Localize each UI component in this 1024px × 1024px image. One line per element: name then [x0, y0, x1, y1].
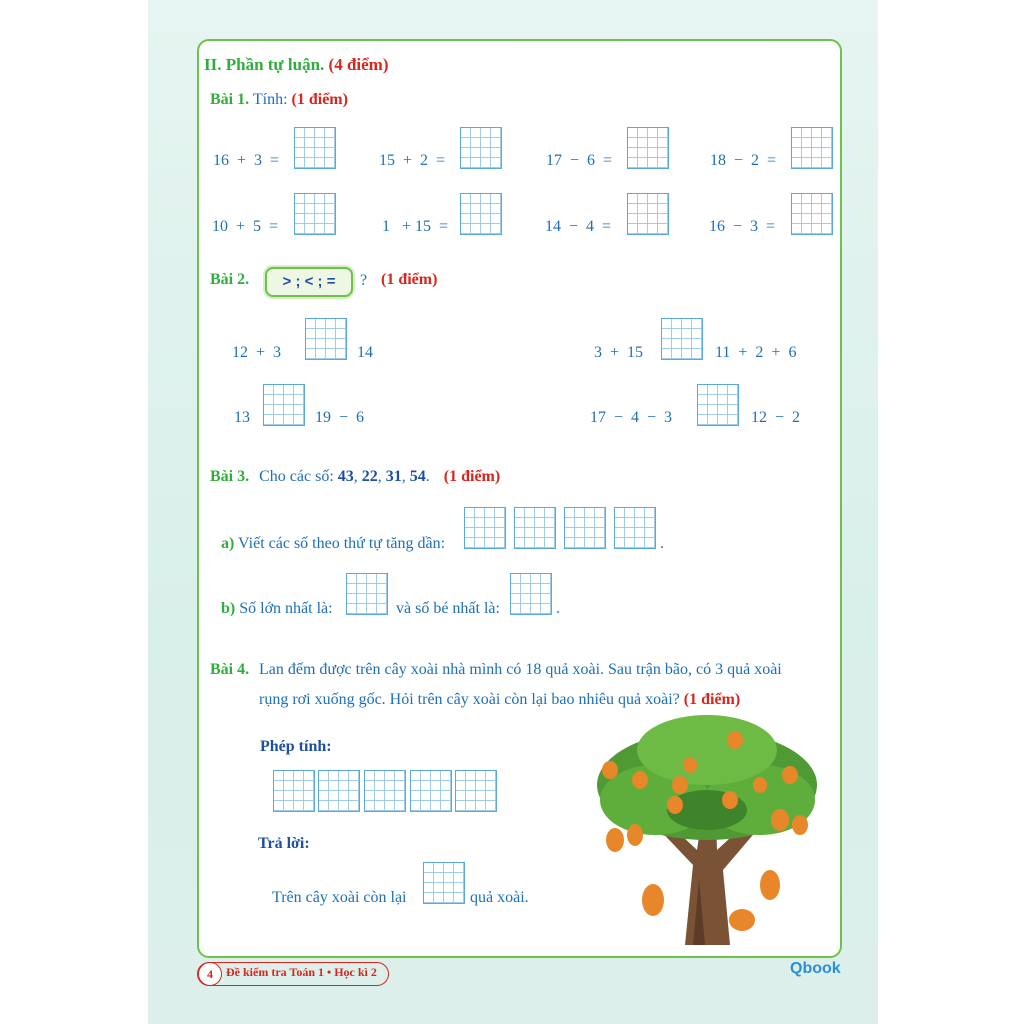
bai4-points: (1 điểm): [683, 691, 741, 708]
bai2-r2-right: 19 − 6: [315, 409, 365, 426]
bai2-r1b-left: 3 + 15: [594, 344, 644, 361]
bai3-header: Bài 3. Cho các số: 43, 22, 31, 54. (1 điểm): [210, 468, 501, 485]
bai1-instruction: Tính:: [252, 91, 288, 108]
comparison-symbols-badge: > ; < ; =: [265, 267, 353, 297]
bai1-points: (1 điểm): [291, 91, 348, 108]
answer-box[interactable]: [460, 127, 502, 169]
answer-box[interactable]: [614, 507, 656, 549]
bai2-question-mark: ?: [360, 272, 368, 289]
answer-box[interactable]: [627, 193, 669, 235]
answer-box[interactable]: [791, 127, 833, 169]
bai3-label: Bài 3.: [210, 468, 250, 485]
bai3-part-b: [221, 600, 333, 618]
bai2-points: (1 điểm): [381, 271, 438, 288]
bai3-number: 22: [361, 468, 378, 485]
answer-box[interactable]: [294, 127, 336, 169]
footer-title: Đề kiểm tra Toán 1 • Học kì 2: [226, 965, 377, 979]
calc-box[interactable]: [364, 770, 406, 812]
calc-label: Phép tính:: [260, 738, 332, 755]
bai2-r2-left: 13: [234, 409, 250, 426]
bai4-label: Bài 4.: [210, 661, 250, 678]
bai3-a-label: a): [221, 535, 235, 552]
bai2-r2b-right: 12 − 2: [751, 409, 801, 426]
compare-box[interactable]: [263, 384, 305, 426]
bai4-line2: rụng rơi xuống gốc. Hỏi trên cây xoài còn lại bao nhiêu quả xoài?: [259, 691, 680, 708]
bai1-expr-5: 10 + 5 =: [212, 218, 279, 235]
bai1-expr-3: 17 − 6 =: [546, 152, 613, 169]
bai1-expr-1: 16 + 3 =: [213, 152, 280, 169]
section-points: (4 điểm): [328, 55, 389, 74]
section-title-text: II. Phần tự luận.: [204, 55, 325, 74]
answer-box[interactable]: [294, 193, 336, 235]
bai3-number: 43: [337, 468, 354, 485]
bai1-expr-2: 15 + 2 =: [379, 152, 446, 169]
bai3-part-a: [221, 535, 445, 553]
bai2-r1-right: 14: [357, 344, 373, 361]
bai4-line1: Lan đếm được trên cây xoài nhà mình có 18 quả xoài. Sau trận bão, có 3 quả xoài: [259, 661, 782, 678]
page-number: 4: [198, 962, 222, 986]
answer-after: quả xoài.: [470, 889, 529, 906]
answer-box[interactable]: [514, 507, 556, 549]
answer-box[interactable]: [460, 193, 502, 235]
bai1-expr-4: 18 − 2 =: [710, 152, 777, 169]
bai1-expr-6: 1 + 15 =: [382, 218, 449, 235]
calc-box[interactable]: [410, 770, 452, 812]
mango-tree-icon: [585, 705, 830, 945]
bai3-number: 54: [409, 468, 426, 485]
bai3-b-text1: Số lớn nhất là:: [239, 600, 333, 617]
period: .: [556, 600, 560, 617]
answer-box[interactable]: [464, 507, 506, 549]
bai1-expr-8: 16 − 3 =: [709, 218, 776, 235]
calc-box[interactable]: [455, 770, 497, 812]
bai2-label: Bài 2.: [210, 271, 250, 288]
brand-logo: Qbook: [790, 960, 841, 977]
bai3-intro: Cho các số:: [259, 468, 334, 485]
bai3-number: 31: [385, 468, 402, 485]
bai2-r2b-left: 17 − 4 − 3: [590, 409, 673, 426]
bai3-b-label: b): [221, 600, 236, 617]
bai3-points: (1 điểm): [443, 468, 501, 485]
answer-box[interactable]: [564, 507, 606, 549]
compare-box[interactable]: [305, 318, 347, 360]
compare-box[interactable]: [661, 318, 703, 360]
compare-box[interactable]: [697, 384, 739, 426]
calc-box[interactable]: [273, 770, 315, 812]
bai1-header: [210, 91, 348, 109]
bai1-expr-7: 14 − 4 =: [545, 218, 612, 235]
answer-before: Trên cây xoài còn lại: [272, 889, 407, 906]
answer-label: Trả lời:: [258, 835, 310, 852]
bai1-label: Bài 1.: [210, 91, 250, 108]
bai3-b-text2: và số bé nhất là:: [396, 600, 500, 617]
bai2-r1b-right: 11 + 2 + 6: [715, 344, 797, 361]
answer-box[interactable]: [423, 862, 465, 904]
answer-box[interactable]: [791, 193, 833, 235]
answer-box[interactable]: [627, 127, 669, 169]
bai3-a-text: Viết các số theo thứ tự tăng dần:: [238, 535, 446, 552]
section-title: [204, 55, 389, 75]
answer-box[interactable]: [510, 573, 552, 615]
answer-box[interactable]: [346, 573, 388, 615]
calc-box[interactable]: [318, 770, 360, 812]
bai2-r1-left: 12 + 3: [232, 344, 282, 361]
period: .: [660, 535, 664, 552]
